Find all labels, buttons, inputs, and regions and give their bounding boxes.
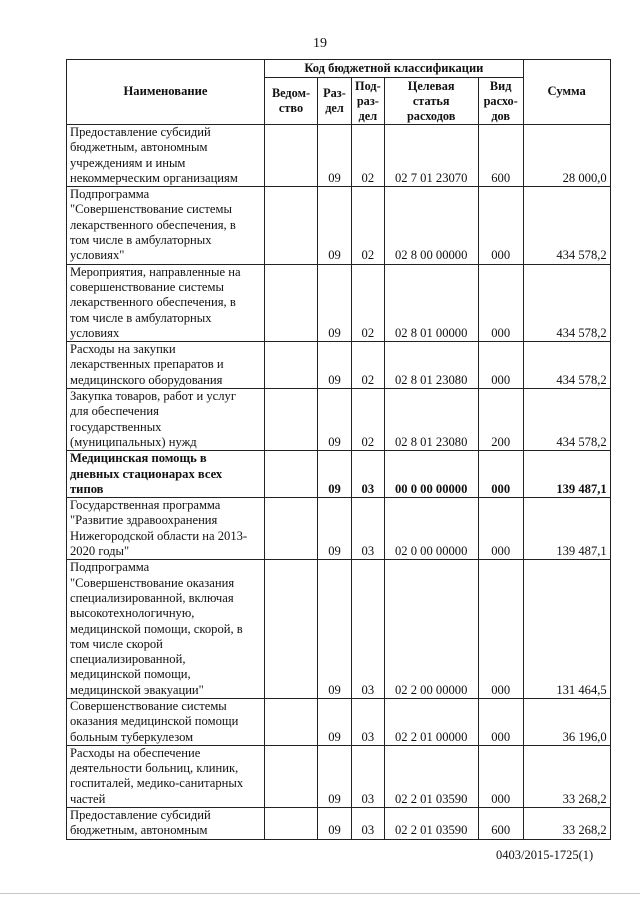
cell-name: Закупка товаров, работ и услуг для обеспечения государственных (муниципальных) нужд xyxy=(67,389,265,451)
cell-target: 00 0 00 00000 xyxy=(384,451,478,498)
cell-name: Мероприятия, направленные на совершенствование системы лекарственного обеспечения, в том числе в амбулаторных условиях xyxy=(67,264,265,341)
page-number: 19 xyxy=(313,36,327,51)
cell-dept xyxy=(265,808,318,840)
cell-name: Предоставление субсидий бюджетным, автономным учреждениям и иным некоммерческим организациям xyxy=(67,125,265,187)
cell-dept xyxy=(265,125,318,187)
cell-name: Совершенствование системы оказания медицинской помощи больным туберкулезом xyxy=(67,698,265,745)
cell-type: 000 xyxy=(478,698,523,745)
cell-subsection: 03 xyxy=(352,745,385,807)
cell-type: 000 xyxy=(478,745,523,807)
table-row xyxy=(67,498,611,560)
table-row xyxy=(67,698,611,745)
table-row xyxy=(67,125,611,187)
cell-dept xyxy=(265,264,318,341)
cell-subsection: 03 xyxy=(352,698,385,745)
table-row xyxy=(67,389,611,451)
cell-dept xyxy=(265,498,318,560)
header-row xyxy=(67,60,611,78)
cell-dept xyxy=(265,745,318,807)
cell-type: 000 xyxy=(478,342,523,389)
cell-target: 02 2 01 03590 xyxy=(384,745,478,807)
cell-target: 02 2 01 00000 xyxy=(384,698,478,745)
cell-sum: 434 578,2 xyxy=(523,264,610,341)
cell-sum: 139 487,1 xyxy=(523,498,610,560)
cell-subsection: 02 xyxy=(352,187,385,264)
cell-section: 09 xyxy=(318,560,352,699)
cell-type: 000 xyxy=(478,498,523,560)
cell-section: 09 xyxy=(318,264,352,341)
cell-dept xyxy=(265,389,318,451)
cell-section: 09 xyxy=(318,187,352,264)
table-body xyxy=(67,125,611,840)
cell-name: Подпрограмма "Совершенствование системы лекарственного обеспечения, в том числе в амбулаторных условиях" xyxy=(67,187,265,264)
cell-target: 02 2 00 00000 xyxy=(384,560,478,699)
cell-section: 09 xyxy=(318,125,352,187)
cell-sum: 434 578,2 xyxy=(523,187,610,264)
cell-subsection: 02 xyxy=(352,342,385,389)
cell-subsection: 03 xyxy=(352,451,385,498)
cell-sum: 33 268,2 xyxy=(523,808,610,840)
cell-name: Предоставление субсидий бюджетным, автономным xyxy=(67,808,265,840)
cell-name: Расходы на закупки лекарственных препаратов и медицинского оборудования xyxy=(67,342,265,389)
cell-subsection: 03 xyxy=(352,498,385,560)
cell-sum: 434 578,2 xyxy=(523,342,610,389)
cell-dept xyxy=(265,560,318,699)
cell-type: 000 xyxy=(478,560,523,699)
cell-subsection: 03 xyxy=(352,560,385,699)
cell-target: 02 0 00 00000 xyxy=(384,498,478,560)
cell-section: 09 xyxy=(318,342,352,389)
header-section: Раз- дел xyxy=(318,78,352,125)
cell-subsection: 03 xyxy=(352,808,385,840)
cell-target: 02 7 01 23070 xyxy=(384,125,478,187)
cell-sum: 434 578,2 xyxy=(523,389,610,451)
cell-name: Медицинская помощь в дневных стационарах всех типов xyxy=(67,451,265,498)
header-dept: Ведом- ство xyxy=(265,78,318,125)
table-row xyxy=(67,264,611,341)
header-subsection: Под- раз- дел xyxy=(352,78,385,125)
cell-sum: 139 487,1 xyxy=(523,451,610,498)
cell-sum: 36 196,0 xyxy=(523,698,610,745)
scan-edge-divider xyxy=(0,893,640,894)
header-sum: Сумма xyxy=(523,60,610,125)
cell-section: 09 xyxy=(318,808,352,840)
cell-dept xyxy=(265,342,318,389)
cell-dept xyxy=(265,187,318,264)
cell-type: 000 xyxy=(478,451,523,498)
cell-type: 600 xyxy=(478,125,523,187)
cell-name: Расходы на обеспечение деятельности больниц, клиник, госпиталей, медико-санитарных частей xyxy=(67,745,265,807)
table-row xyxy=(67,342,611,389)
cell-section: 09 xyxy=(318,698,352,745)
cell-target: 02 2 01 03590 xyxy=(384,808,478,840)
cell-target: 02 8 01 00000 xyxy=(384,264,478,341)
cell-section: 09 xyxy=(318,451,352,498)
table-row xyxy=(67,451,611,498)
table-row xyxy=(67,187,611,264)
cell-sum: 131 464,5 xyxy=(523,560,610,699)
cell-section: 09 xyxy=(318,498,352,560)
cell-subsection: 02 xyxy=(352,264,385,341)
table-row xyxy=(67,745,611,807)
cell-target: 02 8 00 00000 xyxy=(384,187,478,264)
cell-name: Подпрограмма "Совершенствование оказания специализированной, включая высокотехнологичную, медицинской помощи, скорой, в том числе скорой специализированной, медицинской помощи, медицинской эвакуации" xyxy=(67,560,265,699)
cell-subsection: 02 xyxy=(352,125,385,187)
cell-subsection: 02 xyxy=(352,389,385,451)
cell-sum: 28 000,0 xyxy=(523,125,610,187)
header-target: Целевая статья расходов xyxy=(384,78,478,125)
cell-target: 02 8 01 23080 xyxy=(384,342,478,389)
header-code-group: Код бюджетной классификации xyxy=(265,60,524,78)
table-row xyxy=(67,808,611,840)
budget-table xyxy=(66,59,611,840)
cell-sum: 33 268,2 xyxy=(523,745,610,807)
cell-section: 09 xyxy=(318,745,352,807)
cell-name: Государственная программа "Развитие здравоохранения Нижегородской области на 2013- 2020 годы" xyxy=(67,498,265,560)
table-row xyxy=(67,560,611,699)
header-name: Наименование xyxy=(67,60,265,125)
cell-type: 600 xyxy=(478,808,523,840)
cell-dept xyxy=(265,451,318,498)
cell-section: 09 xyxy=(318,389,352,451)
cell-type: 000 xyxy=(478,264,523,341)
document-code: 0403/2015-1725(1) xyxy=(496,848,594,862)
cell-type: 200 xyxy=(478,389,523,451)
header-type: Вид расхо- дов xyxy=(478,78,523,125)
cell-type: 000 xyxy=(478,187,523,264)
cell-dept xyxy=(265,698,318,745)
cell-target: 02 8 01 23080 xyxy=(384,389,478,451)
